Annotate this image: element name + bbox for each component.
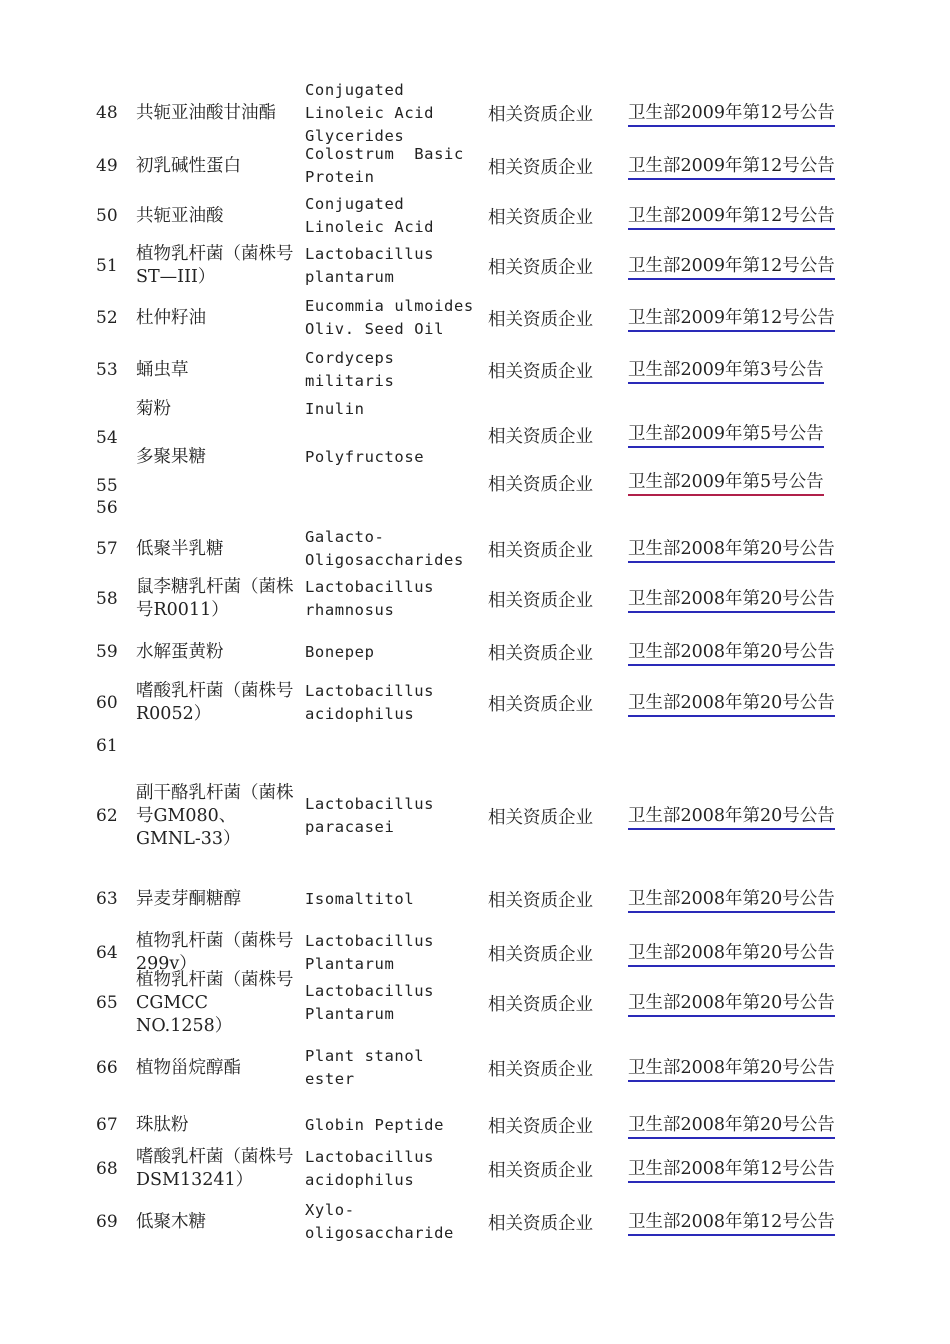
source-cell: [488, 295, 618, 341]
source: 相关资质企业: [488, 257, 593, 278]
source-cell: [488, 398, 618, 448]
row-number-cell: [96, 526, 128, 572]
chinese-name: 低聚半乳糖: [136, 538, 224, 559]
row-number: 62: [96, 806, 118, 826]
announcement-link[interactable]: 卫生部2009年第12号公告: [628, 152, 835, 180]
row-number-cell: [96, 972, 128, 1034]
announcement-link[interactable]: 卫生部2008年第20号公告: [628, 1054, 835, 1082]
announcement-link[interactable]: 卫生部2008年第20号公告: [628, 939, 835, 967]
row-number-cell: [96, 143, 128, 189]
announcement-link[interactable]: 卫生部2009年第12号公告: [628, 99, 835, 127]
source-cell: [488, 1146, 618, 1192]
chinese-name: 异麦芽酮糖醇: [136, 888, 241, 909]
source-cell: [488, 1108, 618, 1142]
table-row: [0, 680, 950, 726]
chinese-name-cell: [136, 143, 296, 189]
chinese-name: 植物甾烷醇酯: [136, 1057, 241, 1078]
announcement-link-cell: [628, 1146, 868, 1192]
row-number: 68: [96, 1159, 118, 1179]
source: 相关资质企业: [488, 590, 593, 611]
row-number-cell: [96, 680, 128, 726]
english-name: Galacto- Oligosaccharides: [305, 528, 464, 569]
row-number-cell: [96, 576, 128, 622]
english-name-cell: [305, 770, 480, 862]
english-name-cell: [305, 295, 480, 341]
source: 相关资质企业: [488, 643, 593, 664]
announcement-link-cell: [628, 398, 868, 448]
announcement-link[interactable]: 卫生部2008年第20号公告: [628, 989, 835, 1017]
english-name-cell: [305, 398, 480, 448]
english-name: Conjugated Linoleic Acid: [305, 195, 435, 236]
chinese-name: 蛹虫草: [136, 359, 189, 380]
chinese-name: 副干酪乳杆菌（菌株号GM080、GMNL-33）: [136, 782, 294, 849]
source-cell: [488, 526, 618, 572]
english-name-cell: [305, 193, 480, 239]
english-name-cell: [305, 632, 480, 672]
row-number-cell: [96, 80, 128, 146]
chinese-name: 嗜酸乳杆菌（菌株号R0052）: [136, 681, 294, 724]
announcement-link-cell: [628, 1044, 868, 1092]
chinese-name: 珠肽粉: [136, 1114, 189, 1135]
chinese-name-cell: [136, 193, 296, 239]
announcement-link-cell: [628, 882, 868, 916]
english-name: Globin Peptide: [305, 1115, 445, 1134]
source: 相关资质企业: [488, 1116, 593, 1137]
announcement-link-cell: [628, 494, 868, 522]
english-name: Lactobacillus acidophilus: [305, 1148, 435, 1189]
announcement-link-cell: [628, 680, 868, 726]
chinese-name-cell: [136, 632, 296, 672]
source: 相关资质企业: [488, 540, 593, 561]
source: 相关资质企业: [488, 157, 593, 178]
english-name-cell: [305, 243, 480, 289]
source-cell: [488, 632, 618, 672]
source: 相关资质企业: [488, 427, 593, 447]
source: 相关资质企业: [488, 104, 593, 125]
english-name-cell: [305, 143, 480, 189]
english-name: Lactobacillus acidophilus: [305, 682, 435, 723]
chinese-name: 水解蛋黄粉: [136, 641, 224, 662]
chinese-name: 植物乳杆菌（菌株号CGMCC NO.1258）: [136, 969, 294, 1036]
english-name: Colostrum Basic Protein: [305, 145, 464, 186]
chinese-name-cell: [136, 446, 296, 496]
row-number: 53: [96, 360, 118, 380]
announcement-link-cell: [628, 243, 868, 289]
source: 相关资质企业: [488, 807, 593, 828]
row-number-cell: [96, 770, 128, 862]
row-number: 67: [96, 1115, 118, 1135]
source: 相关资质企业: [488, 475, 593, 495]
english-name-cell: [305, 494, 480, 522]
announcement-link[interactable]: 卫生部2009年第12号公告: [628, 252, 835, 280]
chinese-name: 植物乳杆菌（菌株号299v）: [136, 931, 294, 974]
source: 相关资质企业: [488, 944, 593, 965]
row-number: 58: [96, 589, 118, 609]
row-number-cell: [96, 1044, 128, 1092]
source: 相关资质企业: [488, 890, 593, 911]
table-row: [0, 80, 950, 146]
table-row: [0, 446, 950, 496]
announcement-link[interactable]: 卫生部2008年第20号公告: [628, 638, 835, 666]
chinese-name-cell: [136, 1044, 296, 1092]
announcement-link-cell: [628, 576, 868, 622]
source-cell: [488, 494, 618, 522]
chinese-name-cell: [136, 494, 296, 522]
table-row: [0, 770, 950, 862]
announcement-link-cell: [628, 143, 868, 189]
chinese-name-cell: [136, 295, 296, 341]
table-row: [0, 882, 950, 916]
row-number-cell: [96, 446, 128, 496]
english-name-cell: [305, 732, 480, 760]
announcement-link[interactable]: 卫生部2008年第20号公告: [628, 535, 835, 563]
row-number-cell: [96, 882, 128, 916]
table-row: [0, 526, 950, 572]
row-number-cell: [96, 398, 128, 448]
english-name: Isomaltitol: [305, 889, 415, 908]
table-row: [0, 398, 950, 448]
row-number-cell: [96, 193, 128, 239]
announcement-link-cell: [628, 1198, 868, 1246]
source: 相关资质企业: [488, 994, 593, 1015]
table-row: [0, 347, 950, 393]
source: 相关资质企业: [488, 1160, 593, 1181]
chinese-name: 杜仲籽油: [136, 307, 206, 328]
table-row: [0, 969, 950, 1036]
source-cell: [488, 680, 618, 726]
row-number: 51: [96, 256, 118, 276]
row-number-cell: [96, 243, 128, 289]
source-cell: [488, 882, 618, 916]
announcement-link-cell: [628, 80, 868, 146]
english-name: Lactobacillus paracasei: [305, 795, 435, 836]
chinese-name: 植物乳杆菌（菌株号ST—III）: [136, 244, 294, 287]
chinese-name: 共轭亚油酸: [136, 205, 224, 226]
source-cell: [488, 732, 618, 760]
chinese-name-cell: [136, 526, 296, 572]
table-row: [0, 143, 950, 189]
chinese-name-cell: [136, 576, 296, 622]
row-number-cell: [96, 632, 128, 672]
english-name: Lactobacillus plantarum: [305, 245, 435, 286]
row-number: 50: [96, 206, 118, 226]
chinese-name: 鼠李糖乳杆菌（菌株号R0011）: [136, 577, 294, 620]
chinese-name-cell: [136, 243, 296, 289]
source: 相关资质企业: [488, 694, 593, 715]
chinese-name-cell: [136, 882, 296, 916]
announcement-link-cell: [628, 972, 868, 1034]
table-row: [0, 494, 950, 522]
chinese-name-cell: [136, 969, 296, 1036]
table-row: [0, 1146, 950, 1192]
source: 相关资质企业: [488, 309, 593, 330]
english-name: Bonepep: [305, 642, 375, 661]
announcement-link[interactable]: 卫生部2008年第20号公告: [628, 689, 835, 717]
english-name: Inulin: [305, 400, 365, 418]
row-number: 52: [96, 308, 118, 328]
source: 相关资质企业: [488, 1059, 593, 1080]
english-name: Xylo- oligosaccharide: [305, 1201, 454, 1242]
table-row: [0, 1044, 950, 1092]
announcement-link-cell: [628, 193, 868, 239]
source-cell: [488, 1198, 618, 1246]
row-number: 63: [96, 889, 118, 909]
source-cell: [488, 972, 618, 1034]
chinese-name-cell: [136, 770, 296, 862]
row-number: 65: [96, 993, 118, 1013]
english-name: Plant stanol ester: [305, 1047, 425, 1088]
english-name-cell: [305, 446, 480, 496]
table-row: [0, 732, 950, 760]
announcement-link[interactable]: 卫生部2009年第12号公告: [628, 304, 835, 332]
announcement-link-cell: [628, 632, 868, 672]
chinese-name: 菊粉: [136, 399, 171, 419]
source-cell: [488, 193, 618, 239]
row-number: 48: [96, 103, 118, 123]
english-name-cell: [305, 80, 480, 146]
row-number-cell: [96, 494, 128, 522]
announcement-link[interactable]: 卫生部2008年第20号公告: [628, 885, 835, 913]
english-name-cell: [305, 526, 480, 572]
row-number: 64: [96, 943, 118, 963]
english-name-cell: [305, 680, 480, 726]
chinese-name-cell: [136, 680, 296, 726]
announcement-link-cell: [628, 770, 868, 862]
chinese-name: 多聚果糖: [136, 447, 206, 467]
announcement-link-cell: [628, 732, 868, 760]
announcement-link-cell: [628, 295, 868, 341]
table-row: [0, 243, 950, 289]
table-row: [0, 295, 950, 341]
chinese-name-cell: [136, 398, 296, 448]
table-row: [0, 1108, 950, 1142]
english-name-cell: [305, 576, 480, 622]
chinese-name: 初乳碱性蛋白: [136, 155, 241, 176]
chinese-name: 共轭亚油酸甘油酯: [136, 102, 276, 123]
announcement-link-cell: [628, 1108, 868, 1142]
table-row: [0, 632, 950, 672]
row-number: 69: [96, 1212, 118, 1232]
chinese-name-cell: [136, 1108, 296, 1142]
table-row: [0, 576, 950, 622]
english-name: Polyfructose: [305, 448, 425, 466]
source-cell: [488, 243, 618, 289]
chinese-name-cell: [136, 1146, 296, 1192]
table-row: [0, 1198, 950, 1246]
row-number: 66: [96, 1058, 118, 1078]
row-number: 60: [96, 693, 118, 713]
english-name: Lactobacillus Plantarum: [305, 932, 435, 973]
chinese-name: 低聚木糖: [136, 1211, 206, 1232]
announcement-link-cell: [628, 446, 868, 496]
chinese-name-cell: [136, 80, 296, 146]
row-number: 54: [96, 428, 118, 448]
english-name: Lactobacillus Plantarum: [305, 982, 435, 1023]
announcement-link[interactable]: 卫生部2009年第5号公告: [628, 420, 824, 448]
announcement-link[interactable]: 卫生部2008年第12号公告: [628, 1155, 835, 1183]
announcement-link[interactable]: 卫生部2009年第12号公告: [628, 202, 835, 230]
row-number-cell: [96, 1198, 128, 1246]
announcement-link[interactable]: 卫生部2008年第20号公告: [628, 585, 835, 613]
announcement-link[interactable]: 卫生部2008年第20号公告: [628, 802, 835, 830]
english-name: Lactobacillus rhamnosus: [305, 578, 435, 619]
row-number: 56: [96, 498, 118, 518]
announcement-link[interactable]: 卫生部2008年第12号公告: [628, 1208, 835, 1236]
english-name-cell: [305, 1044, 480, 1092]
chinese-name-cell: [136, 1198, 296, 1246]
announcement-link[interactable]: 卫生部2009年第3号公告: [628, 356, 824, 384]
english-name: Cordyceps militaris: [305, 349, 395, 390]
row-number-cell: [96, 732, 128, 760]
source-cell: [488, 446, 618, 496]
source: 相关资质企业: [488, 361, 593, 382]
source-cell: [488, 347, 618, 393]
source-cell: [488, 576, 618, 622]
announcement-link-cell: [628, 526, 868, 572]
english-name: Conjugated Linoleic Acid Glycerides: [305, 80, 435, 145]
row-number: 55: [96, 476, 118, 496]
row-number-cell: [96, 1146, 128, 1192]
announcement-link[interactable]: 卫生部2008年第20号公告: [628, 1111, 835, 1139]
announcement-link[interactable]: 卫生部2009年第5号公告: [628, 468, 824, 496]
chinese-name-cell: [136, 347, 296, 393]
chinese-name-cell: [136, 732, 296, 760]
source: 相关资质企业: [488, 207, 593, 228]
english-name-cell: [305, 882, 480, 916]
source-cell: [488, 770, 618, 862]
row-number-cell: [96, 295, 128, 341]
source-cell: [488, 1044, 618, 1092]
row-number: 61: [96, 736, 118, 756]
source-cell: [488, 80, 618, 146]
english-name-cell: [305, 1146, 480, 1192]
row-number: 57: [96, 539, 118, 559]
chinese-name: 嗜酸乳杆菌（菌株号DSM13241）: [136, 1147, 294, 1190]
source-cell: [488, 143, 618, 189]
english-name-cell: [305, 347, 480, 393]
english-name-cell: [305, 1108, 480, 1142]
row-number: 59: [96, 642, 118, 662]
row-number: 49: [96, 156, 118, 176]
announcement-link-cell: [628, 347, 868, 393]
table-row: [0, 193, 950, 239]
row-number-cell: [96, 347, 128, 393]
english-name-cell: [305, 972, 480, 1034]
english-name: Eucommia ulmoides Oliv. Seed Oil: [305, 297, 474, 338]
source: 相关资质企业: [488, 1213, 593, 1234]
english-name-cell: [305, 1198, 480, 1246]
row-number-cell: [96, 1108, 128, 1142]
